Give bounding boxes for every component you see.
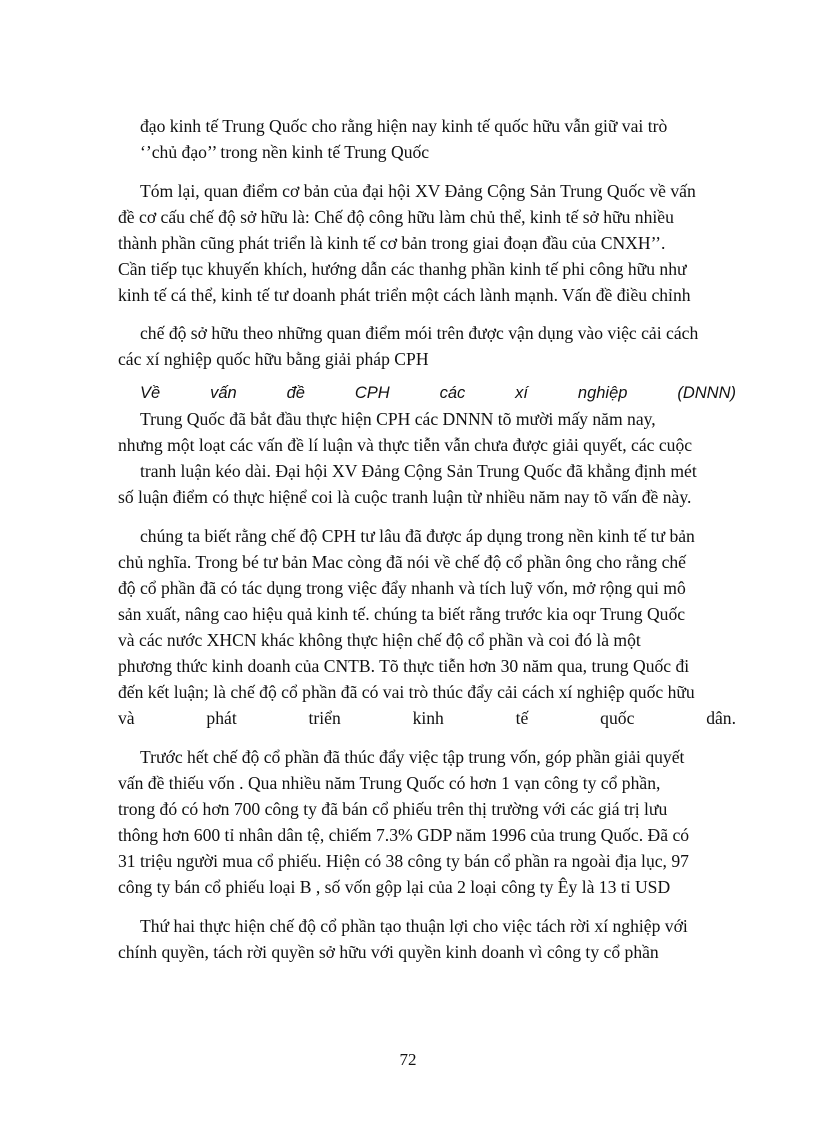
text-line: tranh luận kéo dài. Đại hội XV Đảng Cộng Sản Trung Quốc đã khẳng định mét — [140, 461, 697, 481]
text-line: và phát triển kinh tế quốc dân. — [118, 708, 736, 728]
text-line: độ cổ phần đã có tác dụng trong việc đẩy nhanh và tích luỹ vốn, mở rộng qui mô — [118, 578, 686, 598]
text-line: và các nước XHCN khác không thực hiện chế độ cổ phần và coi đó là một — [118, 630, 641, 650]
text-line: số luận điểm có thực hiệnể coi là cuộc tranh luận từ nhiều năm nay tõ vấn đề này. — [118, 487, 692, 507]
text-line: ‘’chủ đạo’’ trong nền kinh tế Trung Quốc — [140, 142, 430, 162]
text-line: Trước hết chế độ cổ phần đã thúc đẩy việc tập trung vốn, góp phần giải quyết — [140, 747, 685, 767]
text-line: phương thức kinh doanh của CNTB. Tõ thực tiễn hơn 30 năm qua, trung Quốc đi — [118, 656, 690, 676]
text-line: chính quyền, tách rời quyền sở hữu với quyền kinh doanh vì công ty cổ phần — [118, 942, 659, 962]
text-line: kinh tế cá thể, kinh tế tư doanh phát triển một cách lành mạnh. Vấn đề điều chỉnh — [118, 285, 691, 305]
text-line: công ty bán cổ phiếu loại B , số vốn gộp lại của 2 loại công ty Êy là 13 tỉ USD — [118, 877, 671, 897]
text-line: Cần tiếp tục khuyến khích, hướng dẫn các thanhg phần kinh tế phi công hữu như — [118, 259, 687, 279]
page-number: 72 — [399, 1050, 417, 1069]
text-line: chúng ta biết rằng chế độ CPH tư lâu đã được áp dụng trong nền kinh tế tư bản — [140, 526, 695, 546]
text-line: đề cơ cấu chế độ sở hữu là: Chế độ công hữu làm chủ thể, kinh tế sở hữu nhiều — [118, 207, 674, 227]
text-line: Thứ hai thực hiện chế độ cổ phần tạo thuận lợi cho việc tách rời xí nghiệp với — [140, 916, 688, 936]
text-line: chủ nghĩa. Trong bé tư bản Mac còng đã nói về chế độ cổ phần ông cho rằng chế — [118, 552, 686, 572]
text-line: thông hơn 600 tỉ nhân dân tệ, chiếm 7.3% GDP năm 1996 của trung Quốc. Đã có — [118, 825, 690, 845]
text-line: thành phần cũng phát triển là kinh tế cơ bản trong giai đoạn đầu của CNXH’’. — [118, 233, 666, 253]
text-line: các xí nghiệp quốc hữu bằng giải pháp CPH — [118, 349, 429, 369]
text-line: Trung Quốc đã bắt đầu thực hiện CPH các DNNN tõ mười mấy năm nay, — [140, 409, 656, 429]
text-line: sản xuất, nâng cao hiệu quả kinh tế. chúng ta biết rằng trước kia oqr Trung Quốc — [118, 604, 686, 624]
text-line: chế độ sở hữu theo những quan điểm mói trên được vận dụng vào việc cải cách — [140, 323, 699, 343]
text-line: Tóm lại, quan điểm cơ bản của đại hội XV Đảng Cộng Sản Trung Quốc về vấn — [140, 181, 696, 201]
section-heading: Về vấn đề CPH các xí nghiệp (DNNN) — [140, 384, 736, 402]
text-line: trong đó có hơn 700 công ty đã bán cổ phiếu trên thị trường với các giá trị lưu — [118, 799, 668, 819]
text-line: nhưng một loạt các vấn đề lí luận và thực tiễn vẫn chưa được giải quyết, các cuộc — [118, 435, 693, 455]
text-line: 31 triệu người mua cổ phiếu. Hiện có 38 công ty bán cổ phần ra ngoài địa lục, 97 — [118, 851, 689, 871]
text-line: đạo kinh tế Trung Quốc cho rằng hiện nay kinh tế quốc hữu vẫn giữ vai trò — [140, 116, 668, 136]
text-line: đến kết luận; là chế độ cổ phần đã có vai trò thúc đẩy cải cách xí nghiệp quốc hữu — [118, 682, 695, 702]
text-line: vấn đề thiếu vốn . Qua nhiều năm Trung Quốc có hơn 1 vạn công ty cổ phần, — [118, 773, 661, 793]
